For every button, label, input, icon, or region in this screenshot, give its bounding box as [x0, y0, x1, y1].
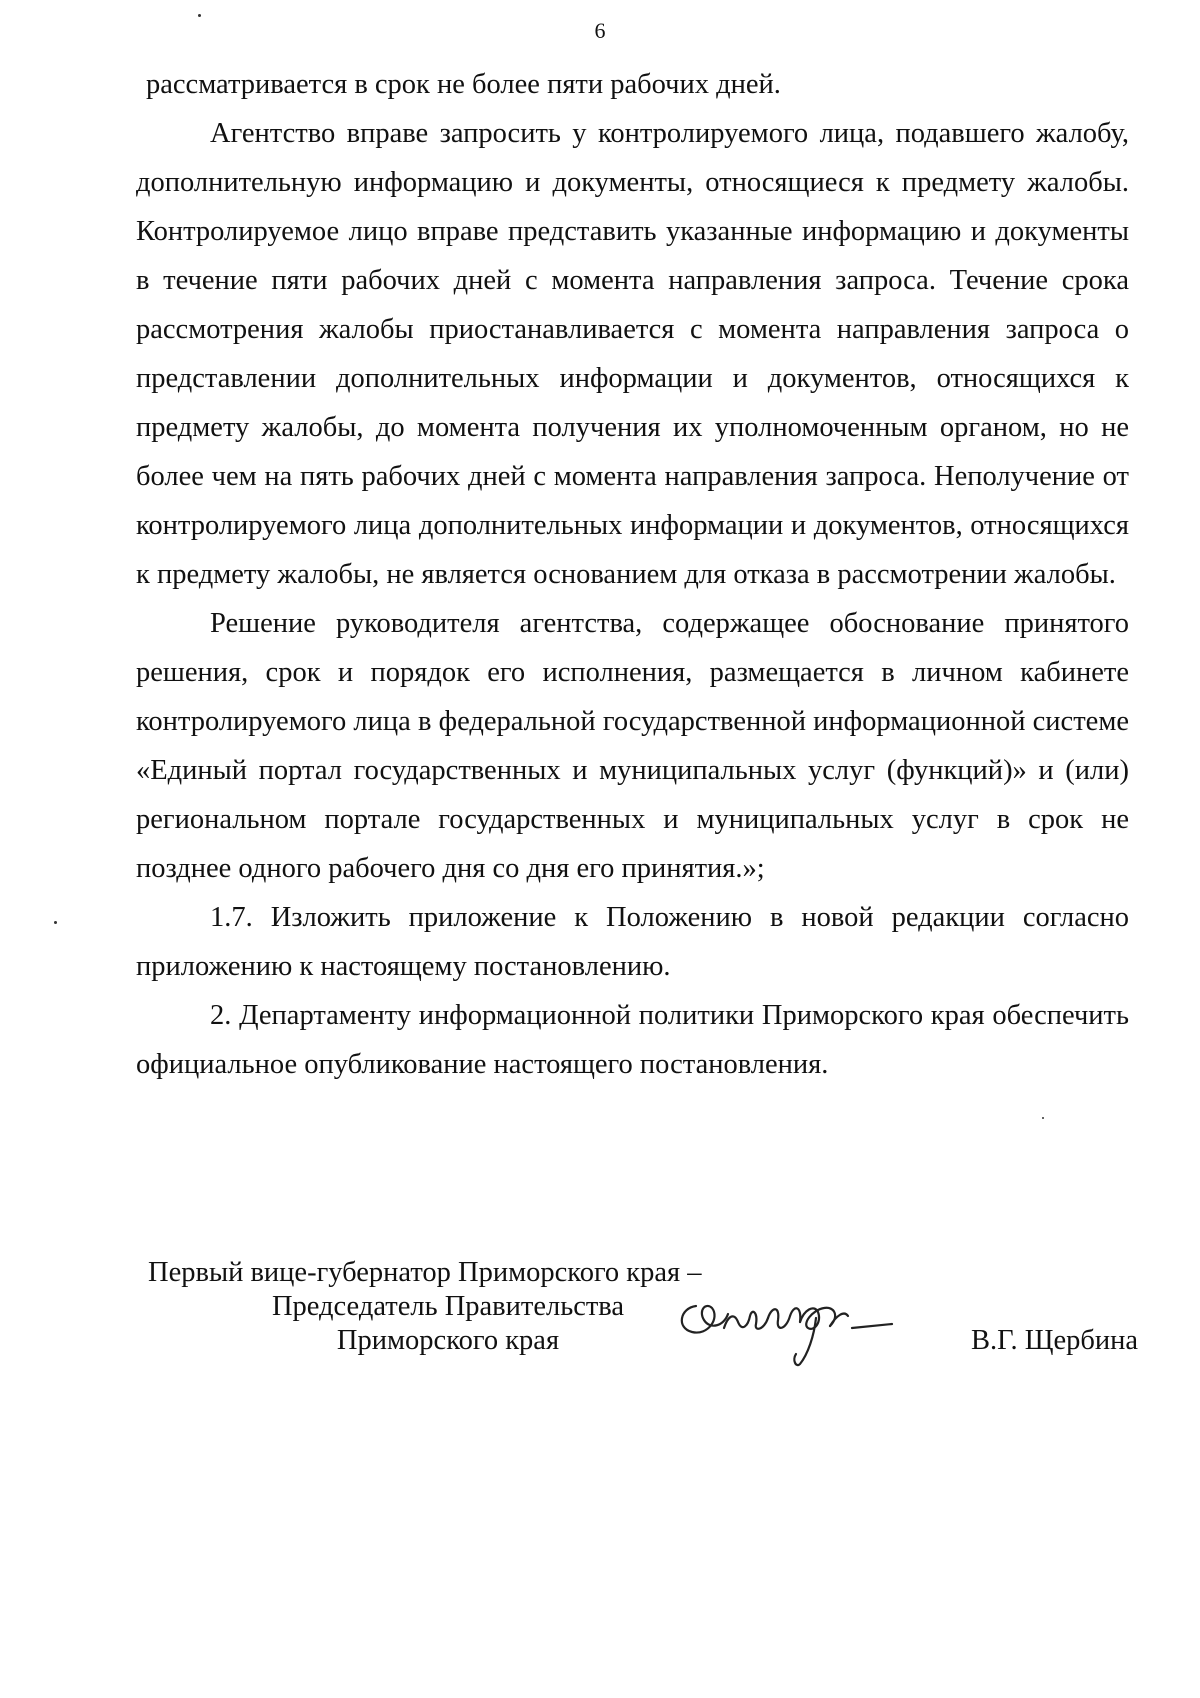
- paragraph-item-2: 2. Департаменту информационной политики Приморского края обеспечить официальное опубликование настоящего постановления.: [136, 1000, 1129, 1080]
- signatory-title-line-1: Первый вице-губернатор Приморского края –: [148, 1257, 702, 1288]
- signatory-title-line-3: Приморского края: [336, 1325, 560, 1356]
- scan-speck: [1042, 1117, 1044, 1119]
- signatory-name: В.Г. Щербина: [971, 1325, 1138, 1356]
- handwritten-signature-icon: [668, 1266, 908, 1376]
- document-body: [136, 60, 1129, 1089]
- page-number: 6: [594, 18, 606, 43]
- signature-block: [148, 1256, 1138, 1366]
- signatory-title: [148, 1256, 748, 1358]
- scan-speck: [54, 921, 57, 924]
- paragraph-continuation: рассматривается в срок не более пяти рабочих дней.: [146, 69, 781, 100]
- signatory-title-line-2: Председатель Правительства: [271, 1291, 625, 1322]
- paragraph-additional-info-request: Агентство вправе запросить у контролируемого лица, подавшего жалобу, дополнительную информацию и документы, относящиеся к предмету жалобы. Контролируемое лицо вправе представить указанные информацию и документы в течение пяти рабочих дней с момента направления запроса. Течение срока рассмотрения жалобы приостанавливается с момента направления запроса о представлении дополнительных информации и документов, относящихся к предмету жалобы, до момента получения их уполномоченным органом, но не более чем на пять рабочих дней с момента направления запроса. Неполучение от контролируемого лица дополнительных информации и документов, относящихся к предмету жалобы, не является основанием для отказа в рассмотрении жалобы.: [136, 118, 1129, 590]
- paragraph-item-1-7: 1.7. Изложить приложение к Положению в новой редакции согласно приложению к настоящему постановлению.: [136, 902, 1129, 982]
- scan-speck: [198, 14, 201, 17]
- paragraph-decision-publication: Решение руководителя агентства, содержащее обоснование принятого решения, срок и порядок его исполнения, размещается в личном кабинете контролируемого лица в федеральной государственной информационной системе «Единый портал государственных и муниципальных услуг (функций)» и (или) региональном портале государственных и муниципальных услуг в срок не позднее одного рабочего дня со дня его принятия.»;: [136, 608, 1129, 884]
